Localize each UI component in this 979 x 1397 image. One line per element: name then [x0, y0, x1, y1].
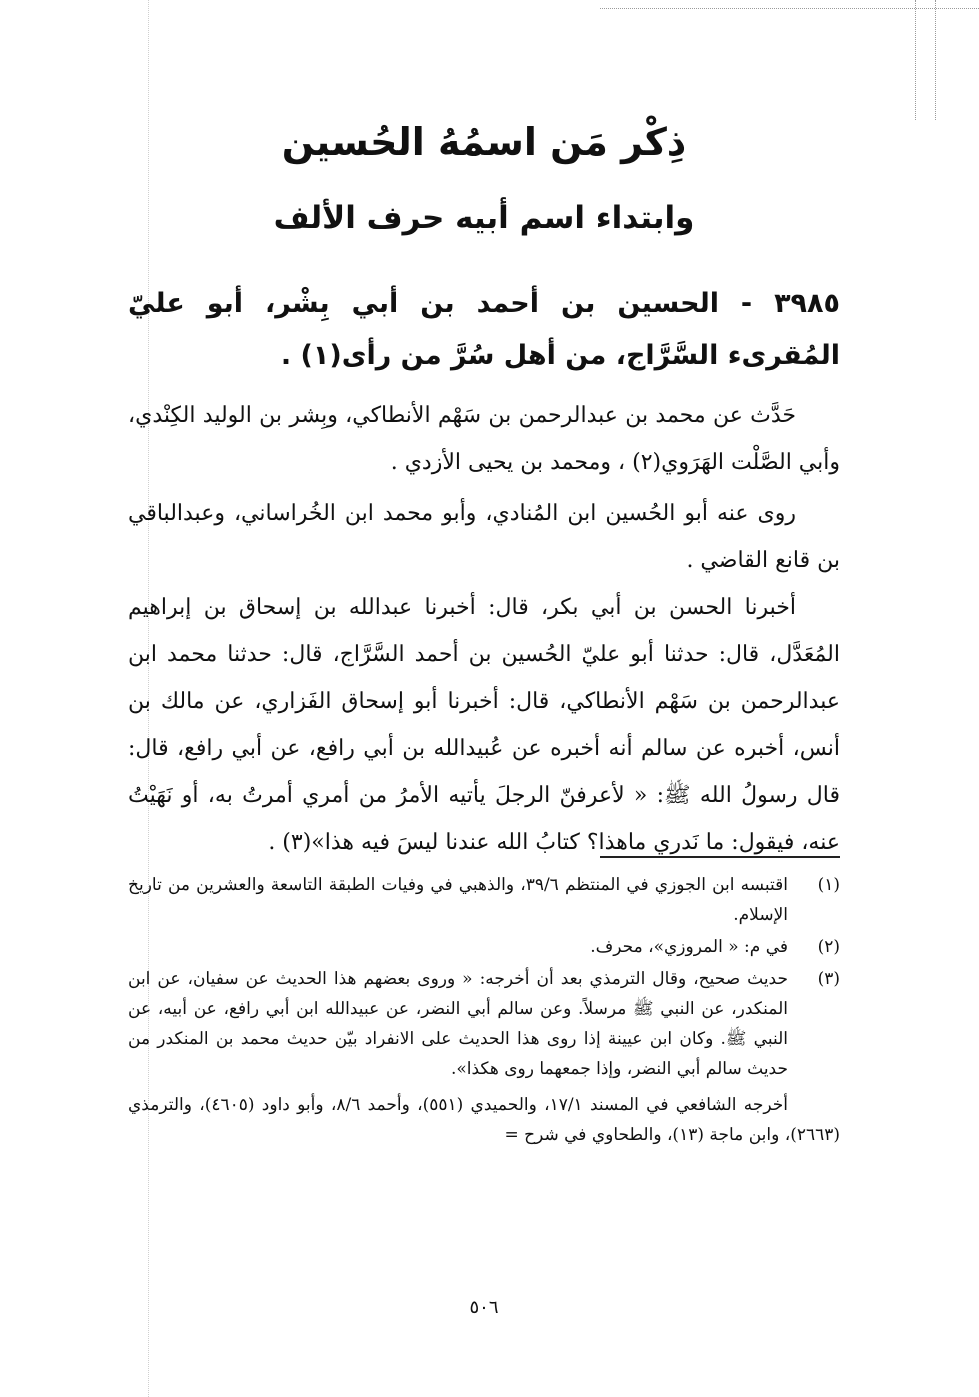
footnote-2	[128, 932, 840, 962]
paragraph-hadith: أخبرنا الحسن بن أبي بكر، قال: أخبرنا عبدالله بن إسحاق بن إبراهيم المُعَدَّل، قال: حدثنا أبو عليّ الحُسين بن أحمد السَّرَّاج، قال: حدثنا محمد ابن عبدالرحمن بن سَهْم الأنطاكي، قال: أخبرنا أبو إسحاق الفَزاري، عن مالك بن أنس، أخبره عن سالم أنه أخبره عن عُبيدالله بن أبي رافع، عن أبي رافع، قال: قال رسولُ الله ﷺ: « لأعرفنّ الرجلَ يأتيه الأمرُ من أمري أمرتُ به، أو نَهَيْتُ عنه، فيقول: ما نَدري ماهذا؟ كتابُ الله عندنا ليسَ فيه هذا»(٣) .	[128, 595, 840, 855]
footnote-3	[128, 964, 840, 1084]
scan-artifact-top	[600, 8, 979, 9]
footnote-text: حديث صحيح، وقال الترمذي بعد أن أخرجه: « وروى بعضهم هذا الحديث عن سفيان، عن ابن المنكدر، عن النبي ﷺ مرسلاً. وعن سالم أبي النضر، عن عبيدالله ابن أبي رافع، عن أبيه، عن النبي ﷺ. وكان ابن عيينة إذا روى هذا الحديث على الانفراد بيّن حديث محمد بن المنكدر من حديث سالم أبي النضر، وإذا جمعهما روى هكذا».	[128, 969, 788, 1079]
footnote-number: (٣)	[817, 969, 840, 989]
footnote-continuation: أخرجه الشافعي في المسند ١٧/١، والحميدي (٥٥١)، وأحمد ٨/٦، وأبو داود (٤٦٠٥)، والترمذي (٢٦٦٣)، وابن ماجة (١٣)، والطحاوي في شرح =	[128, 1095, 840, 1145]
footnote-number: (٢)	[817, 937, 840, 957]
footnote-number: (١)	[817, 875, 840, 895]
scan-artifact-right-2	[935, 0, 936, 120]
entry-heading: ٣٩٨٥ - الحسين بن أحمد بن أبي بِشْر، أبو عليّ المُقرىء السَّرَّاج، من أهل سُرَّ من رأى(١) .	[128, 288, 840, 371]
scan-artifact-right	[915, 0, 916, 120]
footnote-separator	[600, 856, 840, 858]
footnotes	[128, 870, 840, 1150]
paragraph-narrated-from: حَدَّث عن محمد بن عبدالرحمن بن سَهْم الأنطاكي، وبِشر بن الوليد الكِنْدي، وأبي الصَّلْت الهَرَوي(٢) ، ومحمد بن يحيى الأزدي .	[128, 403, 840, 475]
section-title: ذِكْر مَن اسمُهُ الحُسين	[281, 120, 687, 164]
section-subtitle: وابتداء اسم أبيه حرف الألف	[273, 200, 695, 236]
footnote-text: في م: « المروزي»، محرف.	[590, 937, 788, 957]
page-number: ٥٠٦	[469, 1297, 499, 1318]
paragraph-narrated-by: روى عنه أبو الحُسين ابن المُنادي، وأبو محمد ابن الخُراساني، وعبدالباقي بن قانع القاضي .	[128, 501, 840, 573]
footnote-1	[128, 870, 840, 930]
footnote-text: اقتبسه ابن الجوزي في المنتظم ٣٩/٦، والذهبي في وفيات الطبقة التاسعة والعشرين من تاريخ الإسلام.	[128, 875, 788, 925]
